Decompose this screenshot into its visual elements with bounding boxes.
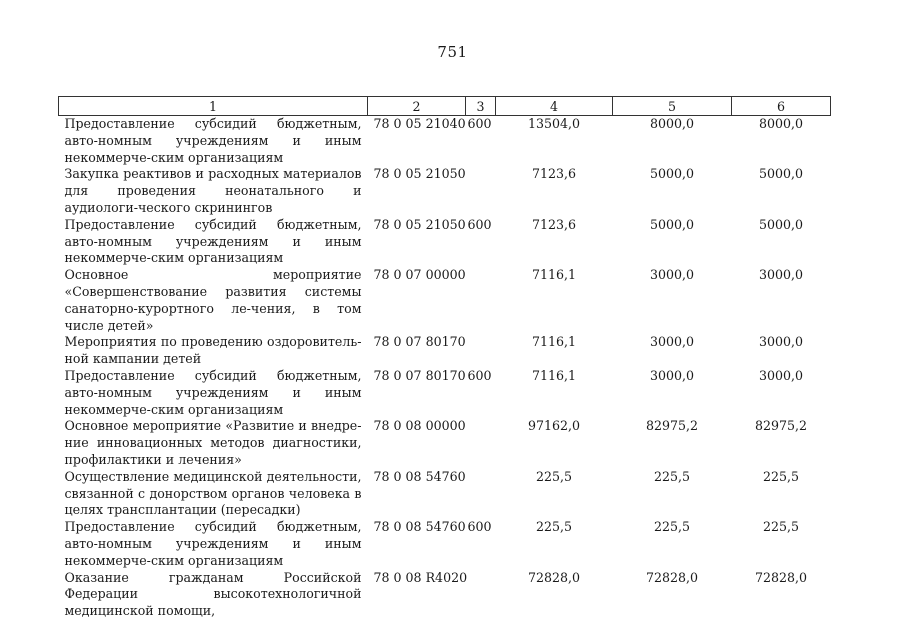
row-code: 78 0 07 80170 (373, 334, 466, 350)
row-name: Основное мероприятие «Развитие и внедре-ние инновационных методов диагностики, профилактики и лечения» (64, 418, 362, 467)
row-value-5: 225,5 (653, 468, 691, 484)
row-value-5: 5000,0 (649, 166, 695, 182)
row-value-6: 72828,0 (754, 569, 808, 585)
row-value-6: 8000,0 (758, 116, 804, 131)
row-name: Осуществление медицинской деятельности, связанной с донорством органов человека в целях трансплантации (пересадки) (64, 468, 362, 518)
row-expense-type: 600 (467, 216, 492, 232)
row-value-5: 72828,0 (645, 569, 699, 585)
header-cell-2: 2 (368, 97, 466, 116)
row-value-4: 225,5 (535, 468, 573, 484)
row-expense-type (466, 469, 496, 519)
row-value-6: 225,5 (762, 468, 800, 484)
table-row (59, 519, 831, 569)
row-code: 78 0 07 00000 (373, 267, 466, 283)
row-value-5: 3000,0 (649, 367, 695, 383)
row-name: Оказание гражданам Российской Федерации высокотехнологичной медицинской помощи, (64, 569, 362, 619)
table-row (59, 267, 831, 334)
row-code: 78 0 08 R4020 (373, 569, 468, 585)
row-code: 78 0 08 54760 (373, 468, 466, 484)
table-row (59, 368, 831, 418)
row-code: 78 0 05 21050 (373, 166, 466, 182)
row-value-6: 5000,0 (758, 166, 804, 182)
row-name: Предоставление субсидий бюджетным, авто-номным учреждениям и иным некоммерче-ским организациям (64, 216, 362, 266)
row-value-5: 3000,0 (649, 267, 695, 283)
row-value-4: 72828,0 (527, 569, 581, 585)
row-value-6: 82975,2 (754, 418, 808, 434)
table-row (59, 469, 831, 519)
row-value-4: 7116,1 (531, 367, 577, 383)
row-expense-type (466, 267, 496, 334)
row-expense-type (466, 166, 496, 216)
row-code: 78 0 08 54760 (373, 519, 466, 535)
row-value-4: 225,5 (535, 519, 573, 535)
table-header (59, 97, 831, 116)
table-row (59, 334, 831, 368)
row-code: 78 0 05 21040 (373, 116, 466, 131)
row-name: Мероприятия по проведению оздоровитель-ной кампании детей (64, 334, 362, 367)
page-number: 751 (437, 43, 468, 61)
row-value-6: 5000,0 (758, 216, 804, 232)
row-value-4: 97162,0 (527, 418, 581, 434)
table-row (59, 116, 831, 167)
header-cell-3: 3 (466, 97, 496, 116)
row-value-6: 3000,0 (758, 267, 804, 283)
row-value-4: 13504,0 (527, 116, 581, 131)
table-row (59, 166, 831, 216)
table-row (59, 217, 831, 267)
row-expense-type: 600 (467, 367, 492, 383)
row-value-6: 225,5 (762, 519, 800, 535)
row-name: Закупка реактивов и расходных материалов для проведения неонатального и аудиологи-ческого скринингов (64, 166, 362, 215)
row-name: Основное мероприятие «Совершенствование развития системы санаторно-курортного ле-чения, в том числе детей» (64, 267, 362, 333)
table-row (59, 570, 831, 620)
row-expense-type (466, 334, 496, 368)
row-code: 78 0 08 00000 (373, 418, 466, 434)
row-expense-type: 600 (467, 519, 492, 535)
table-row (59, 418, 831, 468)
row-value-5: 225,5 (653, 519, 691, 535)
row-code: 78 0 07 80170 (373, 367, 466, 383)
row-expense-type (466, 570, 496, 620)
header-cell-4: 4 (496, 97, 613, 116)
row-name: Предоставление субсидий бюджетным, авто-номным учреждениям и иным некоммерче-ским организациям (64, 367, 362, 417)
row-value-6: 3000,0 (758, 367, 804, 383)
row-value-4: 7116,1 (531, 267, 577, 283)
row-value-5: 8000,0 (649, 116, 695, 131)
budget-table (58, 96, 831, 620)
row-name: Предоставление субсидий бюджетным, авто-номным учреждениям и иным некоммерче-ским организациям (64, 519, 362, 568)
row-value-5: 82975,2 (645, 418, 699, 434)
row-value-4: 7116,1 (531, 334, 577, 350)
row-expense-type: 600 (467, 116, 492, 131)
header-cell-1: 1 (59, 97, 368, 116)
row-code: 78 0 05 21050 (373, 216, 466, 232)
row-name: Предоставление субсидий бюджетным, авто-номным учреждениям и иным некоммерче-ским организациям (64, 116, 362, 165)
row-value-6: 3000,0 (758, 334, 804, 350)
row-value-5: 3000,0 (649, 334, 695, 350)
header-row (59, 97, 831, 116)
header-cell-6: 6 (732, 97, 831, 116)
row-expense-type (466, 418, 496, 468)
row-value-4: 7123,6 (531, 166, 577, 182)
row-value-5: 5000,0 (649, 216, 695, 232)
row-value-4: 7123,6 (531, 216, 577, 232)
header-cell-5: 5 (613, 97, 732, 116)
table-body (59, 116, 831, 620)
